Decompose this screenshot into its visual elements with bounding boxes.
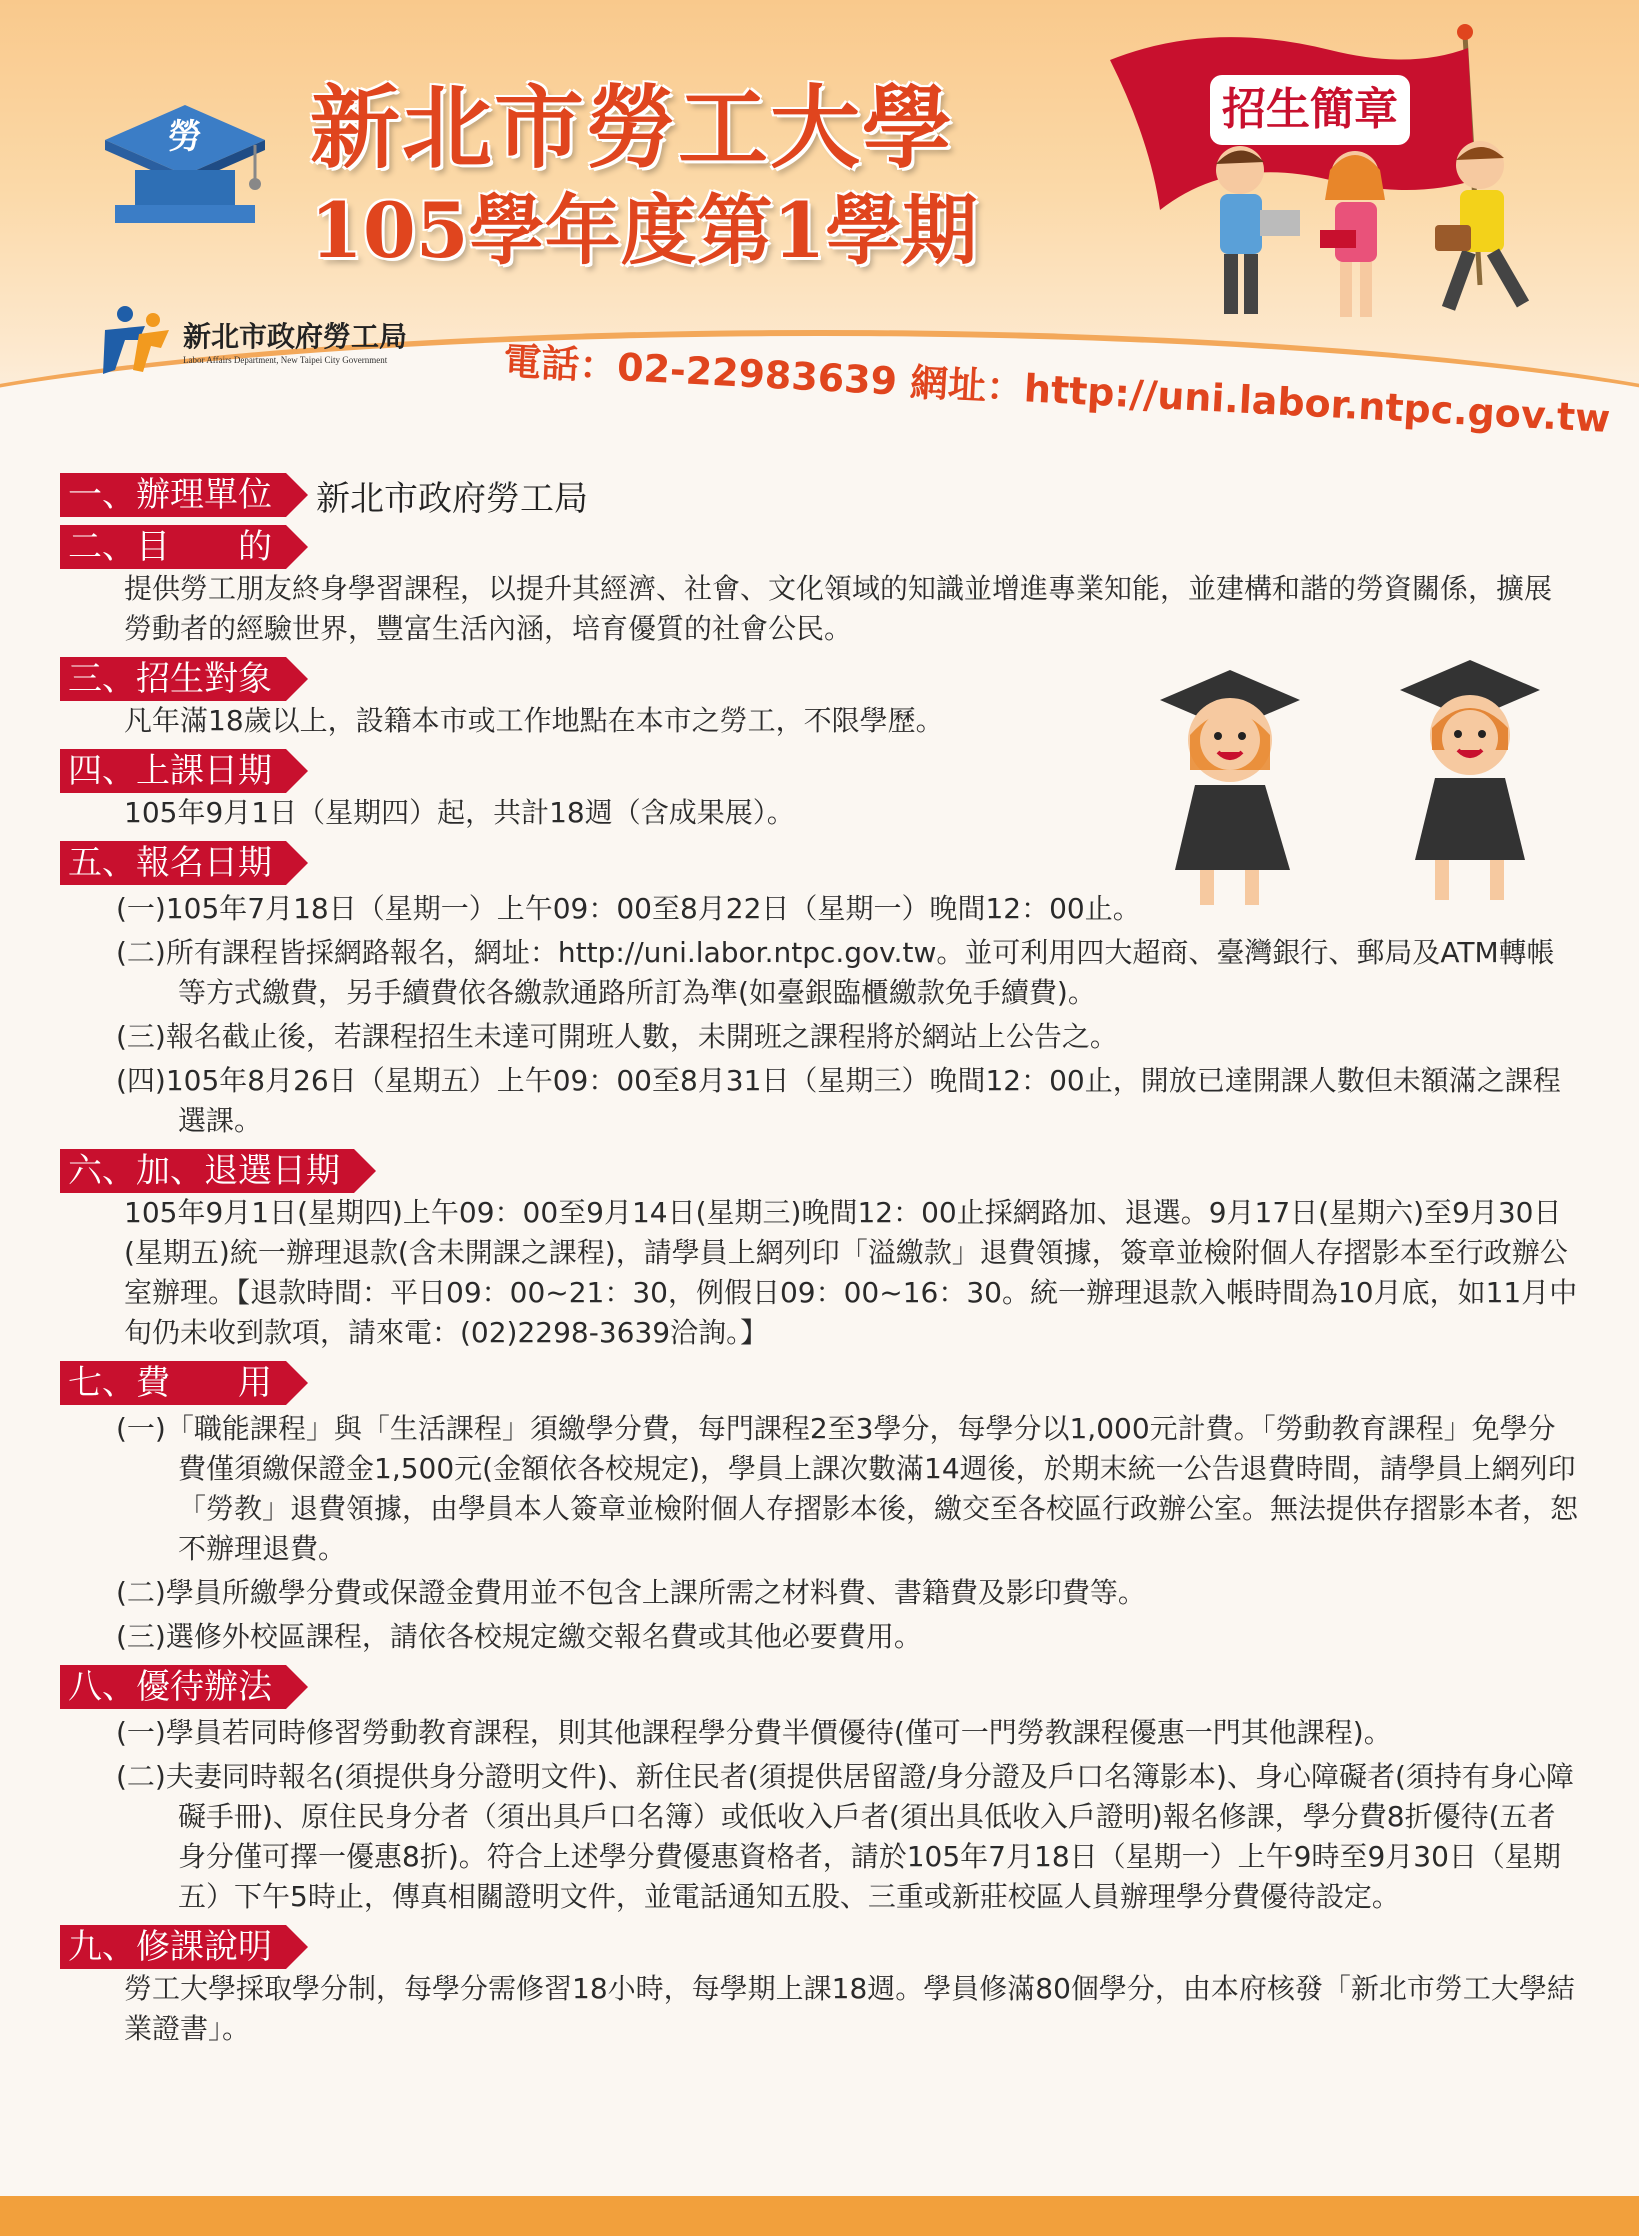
list-item: (一)105年7月18日（星期一）上午09：00至8月22日（星期一）晚間12：00止。 (116, 892, 1141, 925)
section-tag: 三、招生對象 (60, 657, 286, 701)
title-line1: 新北市勞工大學 (310, 75, 954, 181)
contact-line: 電話：02-22983639 網址：http://uni.labor.ntpc.gov.tw (502, 338, 1612, 441)
section-8 (60, 1665, 1580, 1917)
paragraph: 提供勞工朋友終身學習課程，以提升其經濟、社會、文化領域的知識並增進專業知能，並建構和諧的勞資關係，擴展勞動者的經驗世界，豐富生活內涵，培育優質的社會公民。 (124, 572, 1553, 645)
agency-name: 新北市政府勞工局 (183, 321, 408, 352)
kids-illustration (1180, 130, 1560, 360)
section-tag: 四、上課日期 (60, 749, 286, 793)
paragraph: 凡年滿18歲以上，設籍本市或工作地點在本市之勞工，不限學歷。 (124, 704, 944, 737)
paragraph: 105年9月1日（星期四）起，共計18週（含成果展）。 (124, 796, 795, 829)
title-line2: 105學年度第1學期 (310, 186, 978, 275)
section-tag: 二、目 的 (60, 525, 286, 569)
content (60, 465, 1580, 2049)
section-5 (60, 841, 1580, 1141)
list-item: (二)學員所繳學分費或保證金費用並不包含上課所需之材料費、書籍費及影印費等。 (116, 1576, 1146, 1609)
section-tag: 八、優待辦法 (60, 1665, 286, 1709)
section-1 (60, 473, 1580, 517)
section-tag: 五、報名日期 (60, 841, 286, 885)
section-2 (60, 525, 1580, 649)
labor-department-logo-icon (95, 300, 175, 380)
graduation-cap-logo-icon (95, 100, 275, 230)
section-7 (60, 1361, 1580, 1657)
agency-subtitle: Labor Affairs Department, New Taipei City Government (183, 355, 388, 365)
section-tag: 九、修課說明 (60, 1925, 286, 1969)
list-item: (一)「職能課程」與「生活課程」須繳學分費，每門課程2至3學分，每學分以1,000元計費。「勞動教育課程」免學分費僅須繳保證金1,500元(金額依各校規定)，學員上課次數滿14週後，於期末統一公告退費時間，請學員上網列印「勞教」退費領據，由學員本人簽章並檢附個人存摺影本後，繳交至各校區行政辦公室。無法提供存摺影本者，恕不辦理退費。 (116, 1412, 1579, 1565)
section-tag: 一、辦理單位 (60, 473, 286, 517)
logo-char: 勞 (168, 117, 202, 157)
section-tag: 六、加、退選日期 (60, 1149, 354, 1193)
list-item: (二)夫妻同時報名(須提供身分證明文件)、新住民者(須提供居留證/身分證及戶口名簿影本)、身心障礙者(須持有身心障礙手冊)、原住民身分者（須出具戶口名簿）或低收入戶者(須出具低收入戶證明)報名修課，學分費8折優待(五者身分僅可擇一優惠8折)。符合上述學分費優惠資格者，請於105年7月18日（星期一）上午9時至9月30日（星期五）下午5時止，傳真相關證明文件，並電話通知五股、三重或新莊校區人員辦理學分費優待設定。 (116, 1760, 1574, 1913)
list-item: (三)報名截止後，若課程招生未達可開班人數，未開班之課程將於網站上公告之。 (116, 1020, 1118, 1053)
paragraph: 勞工大學採取學分制，每學分需修習18小時，每學期上課18週。學員修滿80個學分，由本府核發「新北市勞工大學結業證書」。 (124, 1972, 1575, 2045)
section-6 (60, 1149, 1580, 1353)
section-tag: 七、費 用 (60, 1361, 286, 1405)
list-item: (四)105年8月26日（星期五）上午09：00至8月31日（星期三）晚間12：00止，開放已達開課人數但未額滿之課程選課。 (116, 1064, 1561, 1137)
footer-bar (0, 2196, 1639, 2236)
section-3 (60, 657, 1580, 741)
list-item: (一)學員若同時修習勞動教育課程，則其他課程學分費半價優待(僅可一門勞教課程優惠一門其他課程)。 (116, 1716, 1392, 1749)
flag-text: 招生簡章 (1222, 84, 1398, 135)
list-item: (二)所有課程皆採網路報名，網址：http://uni.labor.ntpc.gov.tw。並可利用四大超商、臺灣銀行、郵局及ATM轉帳等方式繳費，另手續費依各繳款通路所訂為準(如臺銀臨櫃繳款免手續費)。 (116, 936, 1555, 1009)
section-9 (60, 1925, 1580, 2049)
list-item: (三)選修外校區課程，請依各校規定繳交報名費或其他必要費用。 (116, 1620, 922, 1653)
section-4 (60, 749, 1580, 833)
section-inline-text: 新北市政府勞工局 (316, 478, 588, 519)
agency-block (95, 300, 407, 380)
paragraph: 105年9月1日(星期四)上午09：00至9月14日(星期三)晚間12：00止採網路加、退選。9月17日(星期六)至9月30日(星期五)統一辦理退款(含未開課之課程)，請學員上網列印「溢繳款」退費領據，簽章並檢附個人存摺影本至行政辦公室辦理。【退款時間：平日09：00~21：30，例假日09：00~16：30。統一辦理退款入帳時間為10月底，如11月中旬仍未收到款項，請來電：(02)2298-3639洽詢。】 (124, 1196, 1578, 1349)
